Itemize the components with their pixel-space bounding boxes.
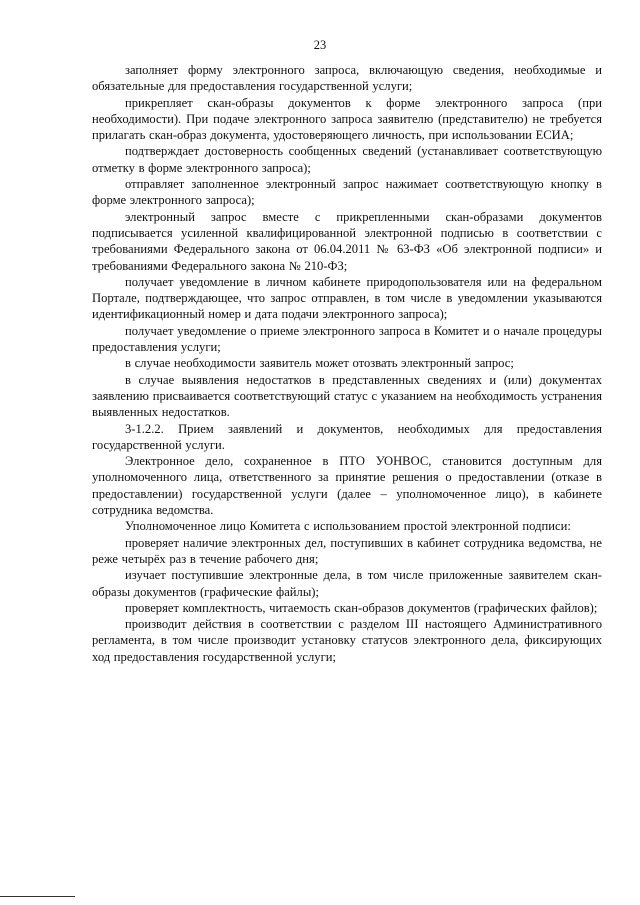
paragraph: заполняет форму электронного запроса, включающую сведения, необходимые и обязательные для предоставления государственной услуги; <box>92 63 602 94</box>
paragraph: проверяет комплектность, читаемость скан-образов документов (графических файлов); <box>125 600 598 615</box>
paragraph: Электронное дело, сохраненное в ПТО УОНВОС, становится доступным для уполномоченного лица, ответственного за принятие решения о предоставлении (отказе в предоставлении) государственной услуги (далее – уполномоченное лицо), в кабинете сотрудника ведомства. <box>92 454 602 518</box>
page-number: 23 <box>313 38 327 52</box>
paragraph: отправляет заполненное электронный запрос нажимает соответствующую кнопку в форме электронного запроса); <box>92 177 602 208</box>
footnote-divider <box>0 896 75 897</box>
paragraph: Уполномоченное лицо Комитета с использованием простой электронной подписи: <box>125 519 571 534</box>
paragraph: получает уведомление в личном кабинете природопользователя или на федеральном Портале, подтверждающее, что запрос отправлен, в том числе в уведомлении указываются идентификационный номер и дата подачи электронного запроса); <box>92 274 602 322</box>
paragraph: получает уведомление о приеме электронного запроса в Комитет и о начале процедуры предоставления услуги; <box>92 323 602 355</box>
paragraph: электронный запрос вместе с прикрепленными скан-образами документов подписывается усиленной квалифицированной электронной подписью в соответствии с требованиями Федерального закона от 06.04.2011 № 63-ФЗ «Об электронной подписи» и требованиями Федерального закона № 210-ФЗ; <box>92 209 602 273</box>
paragraph: изучает поступившие электронные дела, в том числе приложенные заявителем скан-образы документов (графические файлы); <box>92 568 602 599</box>
paragraph: в случае необходимости заявитель может отозвать электронный запрос; <box>125 356 514 371</box>
paragraph: производит действия в соответствии с разделом III настоящего Административного регламента, в том числе производит установку статусов электронного дела, фиксирующих ход предоставления государственной услуги; <box>92 617 602 664</box>
paragraph: прикрепляет скан-образы документов к форме электронного запроса (при необходимости). При подаче электронного запроса заявителю (представителю) не требуется прилагать скан-образ документа, удостоверяющего личность, при использовании ЕСИА; <box>92 95 602 143</box>
paragraph: проверяет наличие электронных дел, поступивших в кабинет сотрудника ведомства, не реже четырёх раз в течение рабочего дня; <box>92 535 602 566</box>
section-heading: 3-1.2.2. Прием заявлений и документов, необходимых для предоставления государственной услуги. <box>92 421 602 452</box>
paragraph: в случае выявления недостатков в представленных сведениях и (или) документах заявлению присваивается соответствующий статус с указанием на необходимость устранения выявленных недостатков. <box>92 372 602 420</box>
document-body <box>92 62 602 665</box>
paragraph: подтверждает достоверность сообщенных сведений (устанавливает соответствующую отметку в форме электронного запроса); <box>92 144 602 175</box>
